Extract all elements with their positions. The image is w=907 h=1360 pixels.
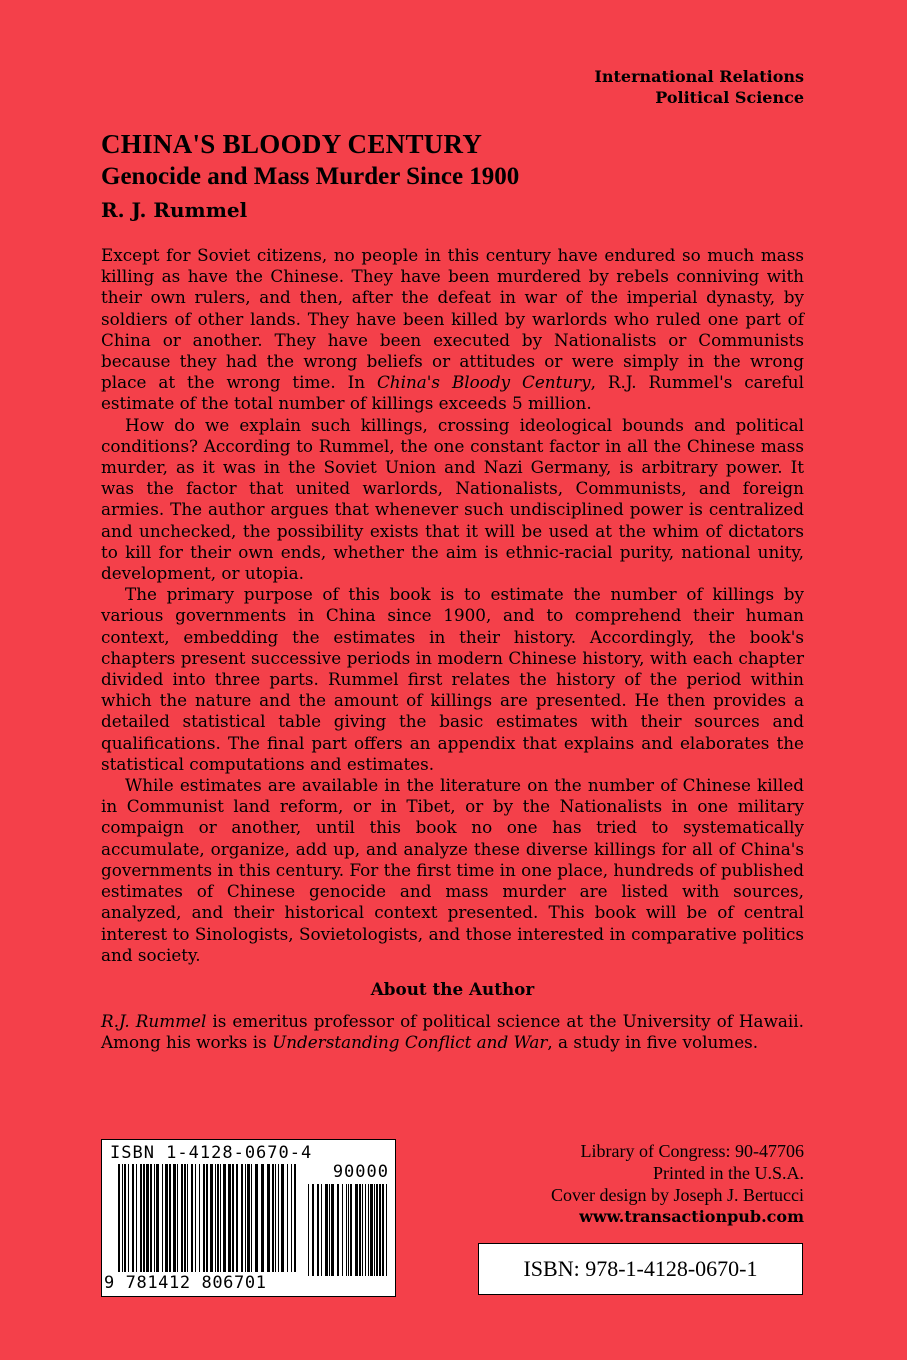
book-author: R. J. Rummel — [101, 198, 248, 222]
author-name-italic: R.J. Rummel — [101, 1011, 207, 1031]
description-paragraph: The primary purpose of this book is to estimate the number of killings by various governments in China since 1900, and to comprehend their human context, embedding the estimates in their history. Accordingly, the book's chapters present successive periods in modern Chinese history, with each chapter divided into three parts. Rummel first relates the history of the period within which the nature and the amount of killings are presented. He then provides a detailed statistical table giving the basic estimates with their sources and qualifications. The final part offers an appendix that explains and elaborates the statistical computations and estimates. — [101, 584, 804, 774]
book-subtitle: Genocide and Mass Murder Since 1900 — [101, 163, 520, 190]
description-paragraph — [101, 245, 804, 415]
ean-digits: 9 781412 806701 — [104, 1273, 267, 1293]
publisher-website: www.transactionpub.com — [579, 1207, 804, 1226]
about-text: , a study in five volumes. — [547, 1032, 759, 1053]
isbn13-box: ISBN: 978-1-4128-0670-1 — [478, 1243, 803, 1295]
category-political-science: Political Science — [655, 88, 804, 107]
description-paragraph: How do we explain such killings, crossing ideological bounds and political conditions? According to Rummel, the one constant factor in all the Chinese mass murder, as it was in the Soviet Union and Nazi Germany, is arbitrary power. It was the factor that united warlords, Nationalists, Communists, and foreign armies. The author argues that whenever such undisciplined power is centralized and unchecked, the possibility exists that it will be used at the whim of dictators to kill for their own ends, whether the aim is ethnic-racial purity, national unity, development, or utopia. — [101, 414, 804, 584]
library-of-congress: Library of Congress: 90-47706 — [580, 1141, 804, 1161]
book-title-italic: China's Bloody Century — [376, 372, 591, 393]
subject-categories — [594, 66, 804, 108]
description-text: Except for Soviet citizens, no people in this century have endured so much mass killing as have the Chinese. They have been murdered by rebels conniving with their own rulers, and then, after the defeat in war of the imperial dynasty, by soldiers of other lands. They have been killed by warlords who ruled one part of China or another. They have been executed by Nationalists or Communists because they had the wrong beliefs or attitudes or were simply in the wrong place at the wrong time. In — [101, 245, 804, 393]
work-title-italic: Understanding Conflict and War — [272, 1032, 548, 1053]
category-international-relations: International Relations — [594, 67, 804, 86]
barcode-box — [101, 1139, 396, 1297]
book-title: CHINA'S BLOODY CENTURY — [101, 129, 483, 159]
isbn10-label: ISBN 1-4128-0670-4 — [110, 1143, 313, 1163]
description-paragraph: While estimates are available in the literature on the number of Chinese killed in Communist land reform, or in Tibet, or by the Nationalists in one military compaign or another, until this book no one has tried to systematically accumulate, organize, add up, and analyze these diverse killings for all of China's governments in this century. For the first time in one place, hundreds of published estimates of Chinese genocide and mass murder are listed with sources, analyzed, and their historical context presented. This book will be of central interest to Sinologists, Sovietologists, and those interested in comparative politics and society. — [101, 775, 804, 965]
description-text: , R.J. Rummel's careful estimate of the total number of killings exceeds 5 million. — [101, 372, 804, 414]
about-author-text — [101, 1011, 804, 1053]
about-author-heading: About the Author — [370, 979, 535, 999]
publisher-info — [551, 1140, 804, 1228]
about-text: is emeritus professor of political science at the University of Hawaii. Among his works is — [101, 1011, 804, 1053]
cover-design-credit: Cover design by Joseph J. Bertucci — [551, 1185, 804, 1205]
description — [101, 245, 804, 966]
printed-in: Printed in the U.S.A. — [653, 1163, 804, 1183]
title-block — [101, 127, 806, 224]
about-author-paragraph — [101, 1011, 804, 1053]
price-code: 90000 — [332, 1162, 389, 1182]
